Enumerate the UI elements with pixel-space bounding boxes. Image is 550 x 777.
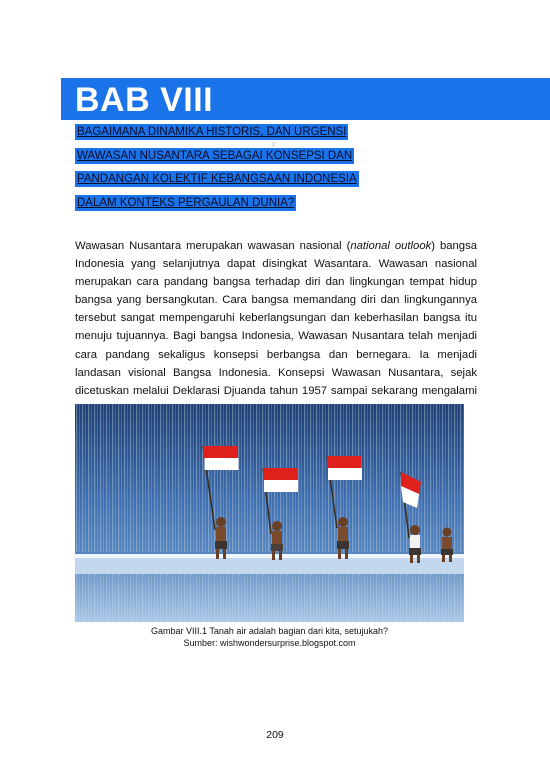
subtitle-line: PANDANGAN KOLEKTIF KEBANGSAAN INDONESIA	[77, 173, 357, 185]
caption-text: Gambar VIII.1 Tanah air adalah bagian dari kita, setujukah?	[151, 626, 388, 636]
figure-caption	[75, 626, 464, 649]
subtitle-line: WAWASAN NUSANTARA SEBAGAI KONSEPSI DAN	[77, 149, 353, 162]
chapter-title: BAB VIII	[75, 81, 214, 119]
page-number: 209	[266, 729, 284, 741]
subtitle-line: DALAM KONTEKS PERGAULAN DUNIA?	[77, 196, 295, 209]
waterfall-flags-illustration	[75, 404, 464, 622]
body-text-part: Wawasan Nusantara merupakan wawasan nasional (	[75, 240, 351, 252]
caption-source: Sumber: wishwondersurprise.blogspot.com	[183, 637, 356, 648]
subtitle-line: BAGAIMANA DINAMIKA HISTORIS, DAN URGENSI	[77, 126, 347, 138]
chapter-banner	[61, 78, 550, 120]
chapter-subtitle	[75, 124, 395, 218]
body-text-part: ) bangsa Indonesia yang selanjutnya dapat disingkat Wasantara. Wawasan nasional merupakan cara pandang bangsa terhadap diri dan lingkungan tempat hidup bangsa yang bersangkutan. Cara bangsa memandang diri dan lingkungannya tersebut sangat mempengaruhi keberlangsungan dan keberhasilan bangsa itu menuju tujuannya. Bagi bangsa Indonesia, Wawasan Nusantara telah menjadi cara pandang sekaligus konsepsi berbangsa dan bernegara. Ia menjadi landasan visional Bangsa Indonesia. Konsepsi Wawasan Nusantara, sejak dicetuskan melalui Deklarasi Djuanda tahun 1957 sampai sekarang mengalami	[75, 240, 478, 397]
body-paragraph	[75, 237, 477, 418]
body-emphasis: national outlook	[350, 240, 432, 252]
tiny-mark: 2	[272, 142, 275, 148]
figure-photo	[75, 404, 464, 622]
